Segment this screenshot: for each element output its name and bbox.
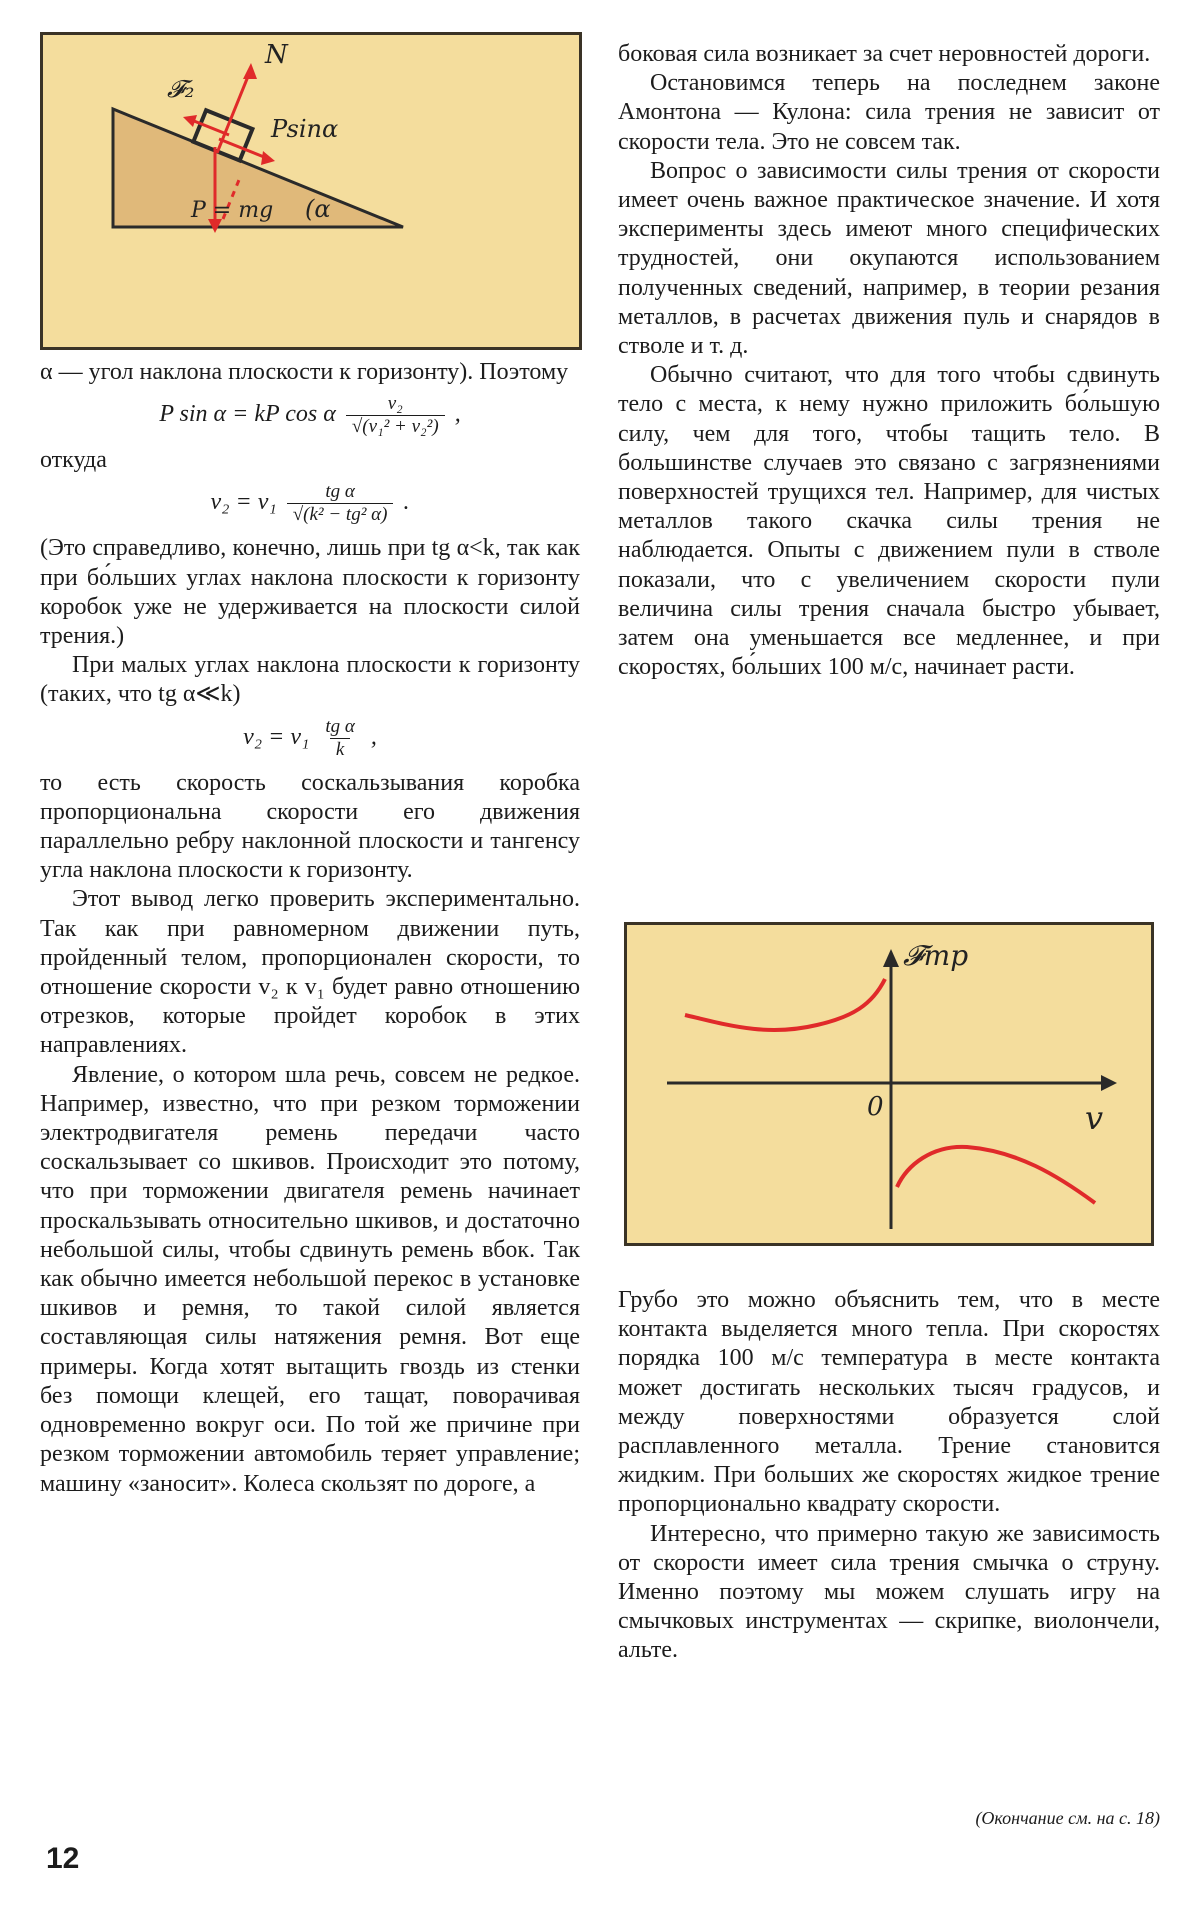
paragraph: Обычно считают, что для того чтобы сдвинуть тело с места, к нему нужно приложить бо́льшую силу, чем для того, чтобы тащить тело. В большинстве случаев это связано с загрязнениями поверхностей трущихся тел. Например, для чистых металлов такого скачка силы трения не наблюдается. Опыты с движением пули в стволе показали, что с увеличением скорости пули величина силы трения сначала быстро убывает, затем она уменьшается все медленнее, и при скоростях, бо́льших 100 м/с, начинает расти.: [618, 362, 1160, 681]
formula-2: [40, 481, 580, 526]
right-column-bottom: [618, 1286, 1160, 1666]
formula-lhs: v₂ = v₁: [243, 723, 310, 750]
label-zero: 0: [867, 1092, 884, 1122]
formula-tail: ,: [448, 401, 461, 428]
paragraph: α — угол наклона плоскости к горизонту). Поэтому: [40, 359, 569, 385]
formula-tail: .: [397, 489, 410, 516]
paragraph: (Это справедливо, конечно, лишь при tg α<k, так как при бо́льших углах наклона плоскости к горизонту коробок уже не удерживается на плоскости силой трения.): [40, 535, 580, 650]
label-n: N: [265, 40, 288, 70]
formula-num: tg α: [325, 715, 355, 737]
formula-den: k: [330, 738, 350, 761]
inclined-plane-drawing: [43, 35, 579, 347]
formula-den: √(v₁² + v₂²): [346, 415, 445, 438]
paragraph: боковая сила возникает за счет неровностей дороги.: [618, 41, 1151, 67]
friction-speed-figure: [624, 922, 1154, 1246]
formula-3: [40, 716, 580, 761]
inclined-plane-figure: [40, 32, 582, 350]
label-alpha: (α: [305, 195, 331, 223]
paragraph: то есть скорость соскальзывания коробка пропорциональна скорости его движения параллельно ребру наклонной плоскости и тангенсу угла наклона плоскости к горизонту.: [40, 769, 580, 884]
paragraph: откуда: [40, 447, 107, 474]
friction-curve-positive: [897, 1147, 1095, 1203]
formula-num: tg α: [325, 481, 355, 503]
formula-den: √(k² − tg² α): [287, 503, 394, 526]
paragraph: Остановимся теперь на последнем законе Амонтона — Кулона: сила трения не зависит от скорости тела. Это не совсем так.: [618, 70, 1160, 155]
paragraph: Явление, о котором шла речь, совсем не редкое. Например, известно, что при резком торможении электродвигателя ремень передачи часто соскальзывает со шкивов. Происходит это потому, что при торможении двигателя ремень начинает проскальзывать относительно шкивов, и достаточно небольшой силы, чтобы сдвинуть ремень вбок. Так как обычно имеется небольшой перекос в установке шкивов и ремня, то такой силой является составляющая силы натяжения ремня. Вот еще примеры. Когда хотят вытащить гвоздь из стенки без помощи клещей, его тащат, поворачивая одновременно вокруг оси. По той же причине при резком торможении автомобиль теряет управление; машину «заносит». Колеса скользят по дороге, а: [40, 1061, 580, 1497]
left-column: [40, 358, 580, 1499]
label-psin: Psinα: [271, 115, 339, 143]
page-number: 12: [46, 1842, 80, 1875]
label-ftr: 𝓕тр: [903, 939, 969, 972]
friction-speed-graph: [627, 925, 1151, 1243]
paragraph: Грубо это можно объяснить тем, что в месте контакта выделяется много тепла. При скоростях порядка 100 м/с температура в месте контакта может достигать нескольких тысяч градусов, и между поверхностями образуется слой расплавленного металла. Трение становится жидким. При больших же скоростях жидкое трение пропорционально квадрату скорости.: [618, 1287, 1160, 1518]
paragraph: При малых углах наклона плоскости к горизонту (таких, что tg α≪k): [40, 652, 580, 708]
paragraph: Вопрос о зависимости силы трения от скорости имеет очень важное практическое значение. И хотя эксперименты здесь имеют много специфических трудностей, они окупаются использованием полученных сведений, например, в теории резания металлов, в расчетах движения пуль и снарядов в стволе и т. д.: [618, 157, 1160, 360]
right-column-top: [618, 40, 1160, 682]
continuation-note: (Окончание см. на с. 18): [975, 1808, 1160, 1828]
paragraph: Этот вывод легко проверить экспериментально. Так как при равномерном движении путь, пройденный телом, пропорционален скорости, то отношение скорости v₂ к v₁ будет равно отношению отрезков, которые пройдет коробок в этих направлениях.: [40, 886, 580, 1059]
formula-1: [40, 393, 580, 438]
label-v: v: [1085, 1099, 1104, 1137]
paragraph: Интересно, что примерно такую же зависимость от скорости имеет сила трения смычка о струну. Именно поэтому мы можем слушать игру на смычковых инструментах — скрипке, виолончели, альте.: [618, 1520, 1160, 1664]
formula-lhs: P sin α = kP cos α: [159, 401, 336, 428]
friction-curve-negative: [685, 979, 885, 1030]
label-f2: 𝓕₂: [167, 75, 195, 103]
formula-lhs: v₂ = v₁: [210, 489, 277, 516]
formula-num: v₂: [387, 393, 403, 415]
label-pmg: P = mg: [191, 198, 274, 223]
formula-tail: ,: [364, 723, 377, 750]
